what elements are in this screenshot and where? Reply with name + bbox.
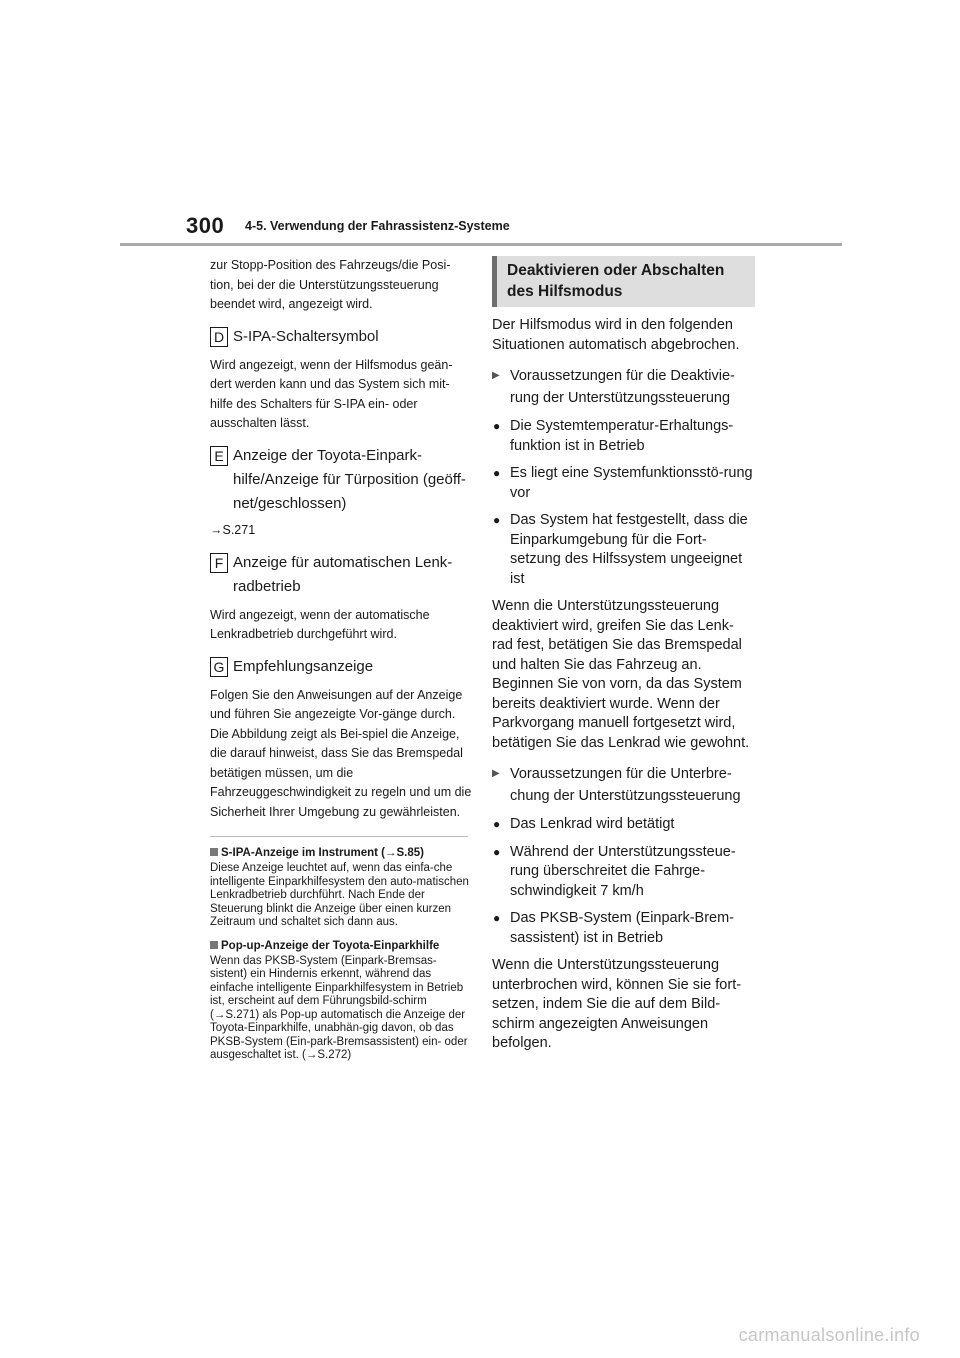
list-item [492,815,754,835]
item-d-title: S-IPA-Schaltersymbol [233,327,379,345]
note-1-heading [210,847,472,859]
block-1-bullet-3: Das System hat festgestellt, dass die Einparkumgebung für die Fort-setzung des Hilfssystem ungeeignet ist [510,512,748,587]
page-number: 300 [186,213,225,238]
item-d-text: Wird angezeigt, wenn der Hilfsmodus geän-dert werden kann und das System sich mit-hilfe des Schalters für S-IPA ein- oder ausschalten lässt. [210,357,453,430]
bullet-icon: ● [493,911,501,925]
header-rule [120,243,842,246]
list-item [492,511,754,589]
triangle-right-icon: ▶ [492,768,500,779]
item-f-title: Anzeige für automatischen Lenk-radbetrieb [233,553,453,595]
item-g [210,655,472,679]
intro-text: zur Stopp-Position des Fahrzeugs/die Posi-tion, bei der die Unterstützungssteuerung beendet wird, angezeigt wird. [210,258,451,311]
label-f-box: F [210,553,228,573]
note-1-title: S-IPA-Anzeige im Instrument (→S.85) [221,847,424,859]
block-2-bullet-2: Während der Unterstützungssteue-rung überschreitet die Fahrge-schwindigkeit 7 km/h [510,843,736,899]
bullet-icon: ● [493,844,501,859]
square-bullet-icon [210,848,218,856]
block-2-text: Wenn die Unterstützungssteuerung unterbrochen wird, können Sie sie fort-setzen, indem Sie die auf dem Bild-schirm angezeigten Anweisungen befolgen. [492,957,742,1051]
note-1-text: Diese Anzeige leuchtet auf, wenn das einfa-che intelligente Einparkhilfesystem den auto-matischen Lenkradbetrieb durchführt. Nach Ende der Steuerung blinkt die Anzeige über einen kurzen Zeitraum und schaltet sich dann aus. [210,862,469,928]
block-2-bullet-3: Das PKSB-System (Einpark-Brem-sassistent) ist in Betrieb [510,910,734,946]
list-item [492,843,754,902]
left-column [210,256,472,1073]
item-g-title: Empfehlungsanzeige [233,657,374,675]
label-g-box: G [210,657,228,677]
section-divider [210,836,468,837]
square-bullet-icon [210,941,218,949]
triangle-right-icon: ▶ [492,370,500,381]
item-e-title: Anzeige der Toyota-Einpark-hilfe/Anzeige für Türposition (geöff-net/geschlossen) [233,446,466,512]
list-item [492,417,754,456]
block-1-heading-text: Voraussetzungen für die Deaktivie-rung der Unterstützungssteuerung [510,368,735,406]
block-2-heading [492,763,754,807]
item-d [210,325,472,349]
item-f [210,551,472,599]
right-column [492,256,754,1064]
block-1-heading [492,365,754,409]
note-2-heading [210,940,472,952]
section-heading: Deaktivieren oder Abschalten des Hilfsmodus [492,256,755,307]
item-g-text: Folgen Sie den Anweisungen auf der Anzeige und führen Sie angezeigte Vor-gänge durch. Die Abbildung zeigt als Bei-spiel die Anzeige, die darauf hinweist, dass Sie das Bremspedal betätigen müssen, um die Fahrzeuggeschwindigkeit zu regeln und um die Sicherheit Ihrer Umgebung zu gewährleisten. [210,687,472,819]
watermark: carmanualsonline.info [738,1325,920,1345]
bullet-icon: ● [493,817,501,831]
block-2-heading-text: Voraussetzungen für die Unterbre-chung der Unterstützungssteuerung [510,766,741,804]
list-item [492,464,754,503]
bullet-icon: ● [493,466,501,480]
item-e [210,444,472,516]
block-1-bullet-1: Die Systemtemperatur-Erhaltungs-funktion ist in Betrieb [510,418,734,454]
right-intro: Der Hilfsmodus wird in den folgenden Situationen automatisch abgebrochen. [492,317,740,353]
label-d-box: D [210,327,228,347]
bullet-icon: ● [493,419,501,433]
item-e-ref[interactable]: →S.271 [210,522,256,537]
note-2-text: Wenn das PKSB-System (Einpark-Bremsas-sistent) ein Hindernis erkennt, während das einfache intelligente Einparkhilfesystem in Betrieb ist, erscheint auf dem Führungsbild-schirm (→S.271) als Pop-up automatisch die Anzeige der Toyota-Einparkhilfe, unabhän-gig davon, ob das PKSB-System (Ein-park-Bremsassistent) ein- oder ausgeschaltet ist. (→S.272) [210,954,468,1061]
block-1-text: Wenn die Unterstützungssteuerung deaktiviert wird, greifen Sie das Lenk-rad fest, betätigen Sie das Bremspedal und halten Sie das Fahrzeug an. Beginnen Sie von vorn, da das System bereits deaktiviert wurde. Wenn der Parkvorgang manuell fortgesetzt wird, betätigen Sie das Lenkrad wie gewohnt. [492,598,750,751]
list-item [492,909,754,948]
note-2-title: Pop-up-Anzeige der Toyota-Einparkhilfe [221,939,440,952]
bullet-icon: ● [493,513,501,527]
block-2-bullet-1: Das Lenkrad wird betätigt [510,816,675,832]
label-e-box: E [210,446,228,466]
block-1-bullet-2: Es liegt eine Systemfunktionsstö-rung vor [510,465,753,501]
item-f-text: Wird angezeigt, wenn der automatische Lenkradbetrieb durchgeführt wird. [210,607,430,641]
chapter-title: 4-5. Verwendung der Fahrassistenz-Systeme [245,219,510,233]
